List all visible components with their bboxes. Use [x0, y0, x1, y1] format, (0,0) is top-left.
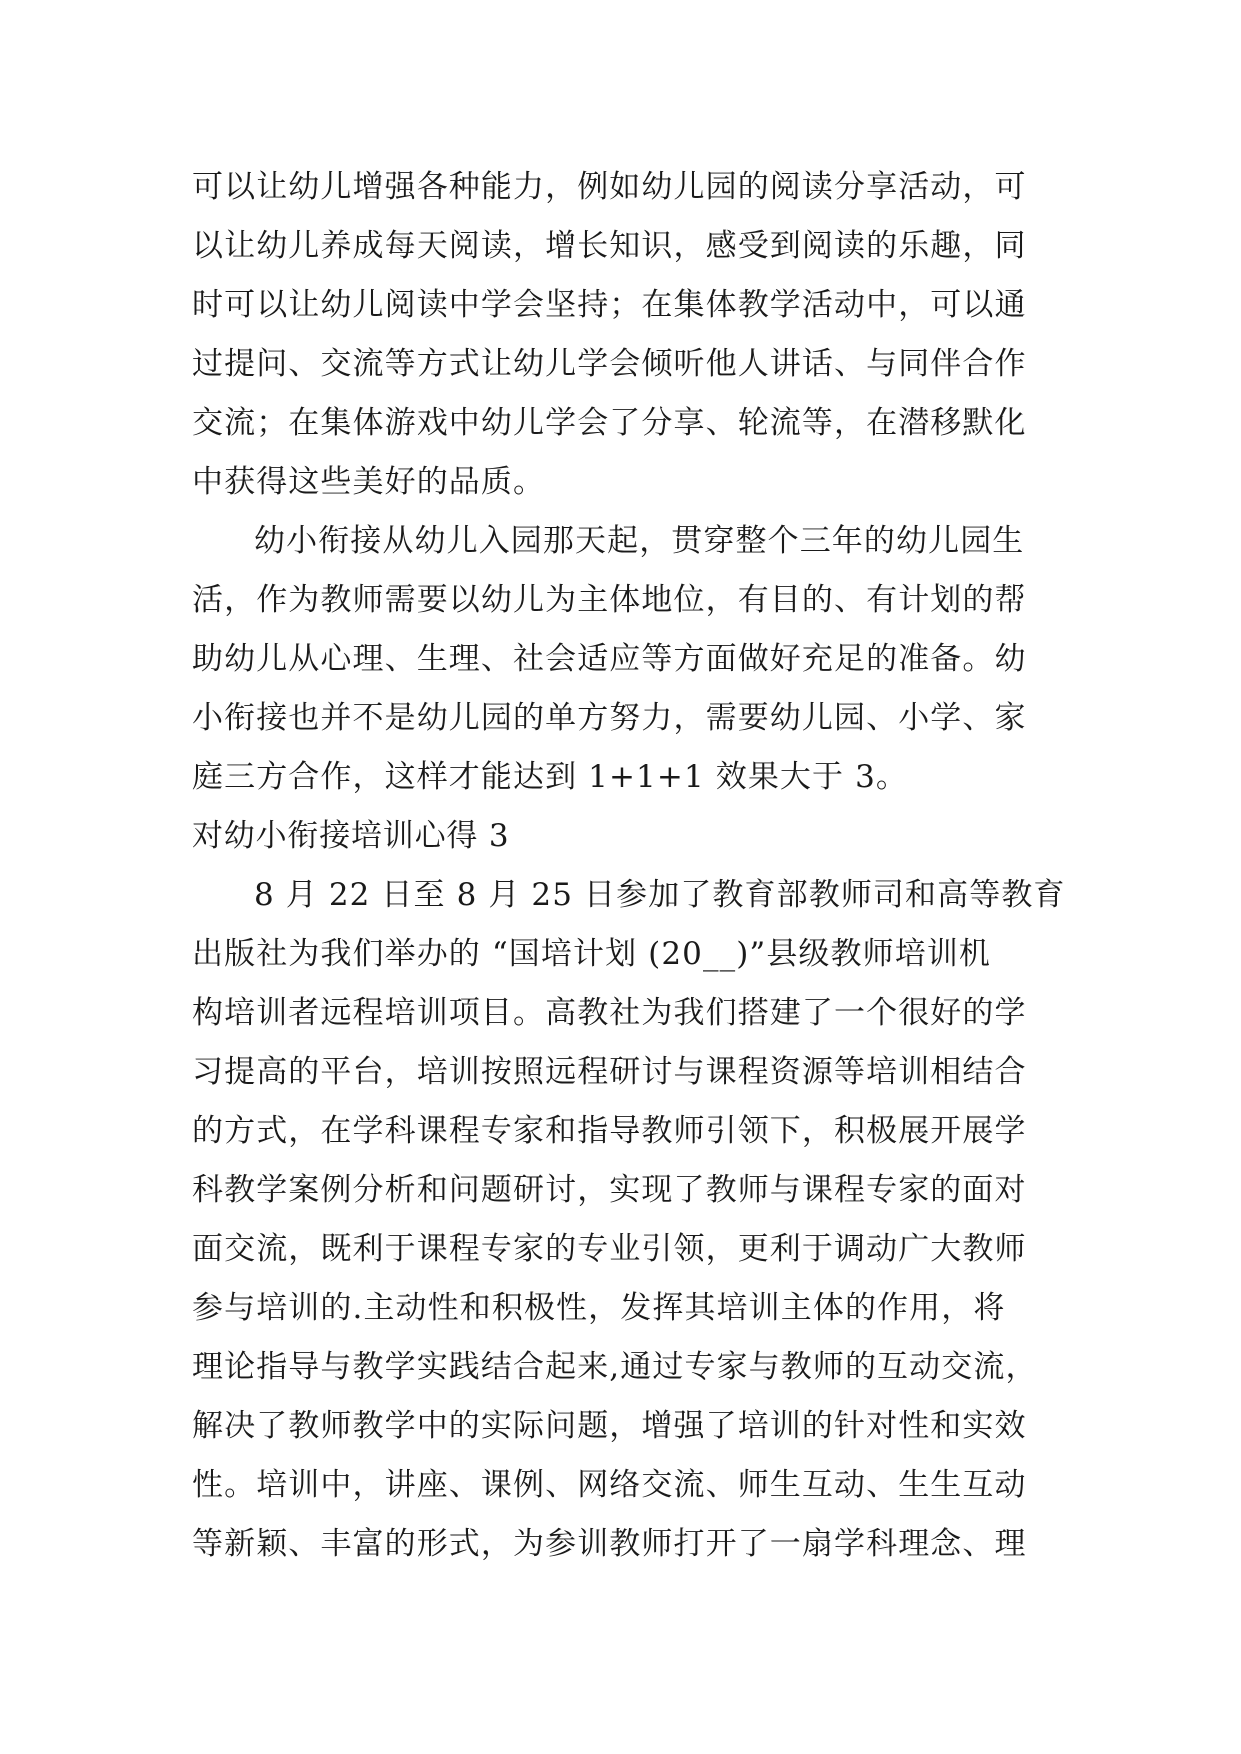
text-line: 科教学案例分析和问题研讨，实现了教师与课程专家的面对 — [192, 1172, 1027, 1208]
text-line: 理论指导与教学实践结合起来,通过专家与教师的互动交流， — [192, 1349, 1038, 1385]
text-line: 性。培训中，讲座、课例、网络交流、师生互动、生生互动 — [192, 1467, 1027, 1503]
text-line: 面交流，既利于课程专家的专业引领，更利于调动广大教师 — [192, 1231, 1027, 1267]
text-line: 幼小衔接从幼儿入园那天起，贯穿整个三年的幼儿园生 — [254, 523, 1025, 559]
text-line: 等新颖、丰富的形式，为参训教师打开了一扇学科理念、理 — [192, 1526, 1027, 1562]
text-line: 活，作为教师需要以幼儿为主体地位，有目的、有计划的帮 — [192, 582, 1027, 618]
text-line: 出版社为我们举办的 “国培计划 (20__)”县级教师培训机 — [192, 936, 992, 972]
paragraph-training — [192, 866, 1066, 1574]
text-line: 8 月 22 日至 8 月 25 日参加了教育部教师司和高等教育 — [254, 877, 1066, 913]
text-line: 以让幼儿养成每天阅读，增长知识，感受到阅读的乐趣，同 — [192, 228, 1027, 264]
text-line: 的方式，在学科课程专家和指导教师引领下，积极展开展学 — [192, 1113, 1027, 1149]
text-line: 小衔接也并不是幼儿园的单方努力，需要幼儿园、小学、家 — [192, 700, 1027, 736]
text-line: 助幼儿从心理、生理、社会适应等方面做好充足的准备。幼 — [192, 641, 1027, 677]
text-line: 时可以让幼儿阅读中学会坚持；在集体教学活动中，可以通 — [192, 287, 1027, 323]
text-line: 庭三方合作，这样才能达到 1+1+1 效果大于 3。 — [192, 759, 909, 795]
text-line: 可以让幼儿增强各种能力，例如幼儿园的阅读分享活动，可 — [192, 169, 1027, 205]
text-line: 习提高的平台，培训按照远程研讨与课程资源等培训相结合 — [192, 1054, 1027, 1090]
text-line: 构培训者远程培训项目。高教社为我们搭建了一个很好的学 — [192, 995, 1027, 1031]
paragraph-transition — [192, 512, 1052, 807]
text-line: 过提问、交流等方式让幼儿学会倾听他人讲话、与同伴合作 — [192, 346, 1027, 382]
section-heading: 对幼小衔接培训心得 3 — [192, 818, 510, 854]
text-line: 中获得这些美好的品质。 — [192, 464, 546, 500]
text-line: 解决了教师教学中的实际问题，增强了培训的针对性和实效 — [192, 1408, 1027, 1444]
text-line: 参与培训的.主动性和积极性，发挥其培训主体的作用，将 — [192, 1290, 1006, 1326]
document-page — [192, 158, 1066, 1574]
paragraph-abilities — [192, 158, 1052, 512]
text-line: 交流；在集体游戏中幼儿学会了分享、轮流等，在潜移默化 — [192, 405, 1027, 441]
